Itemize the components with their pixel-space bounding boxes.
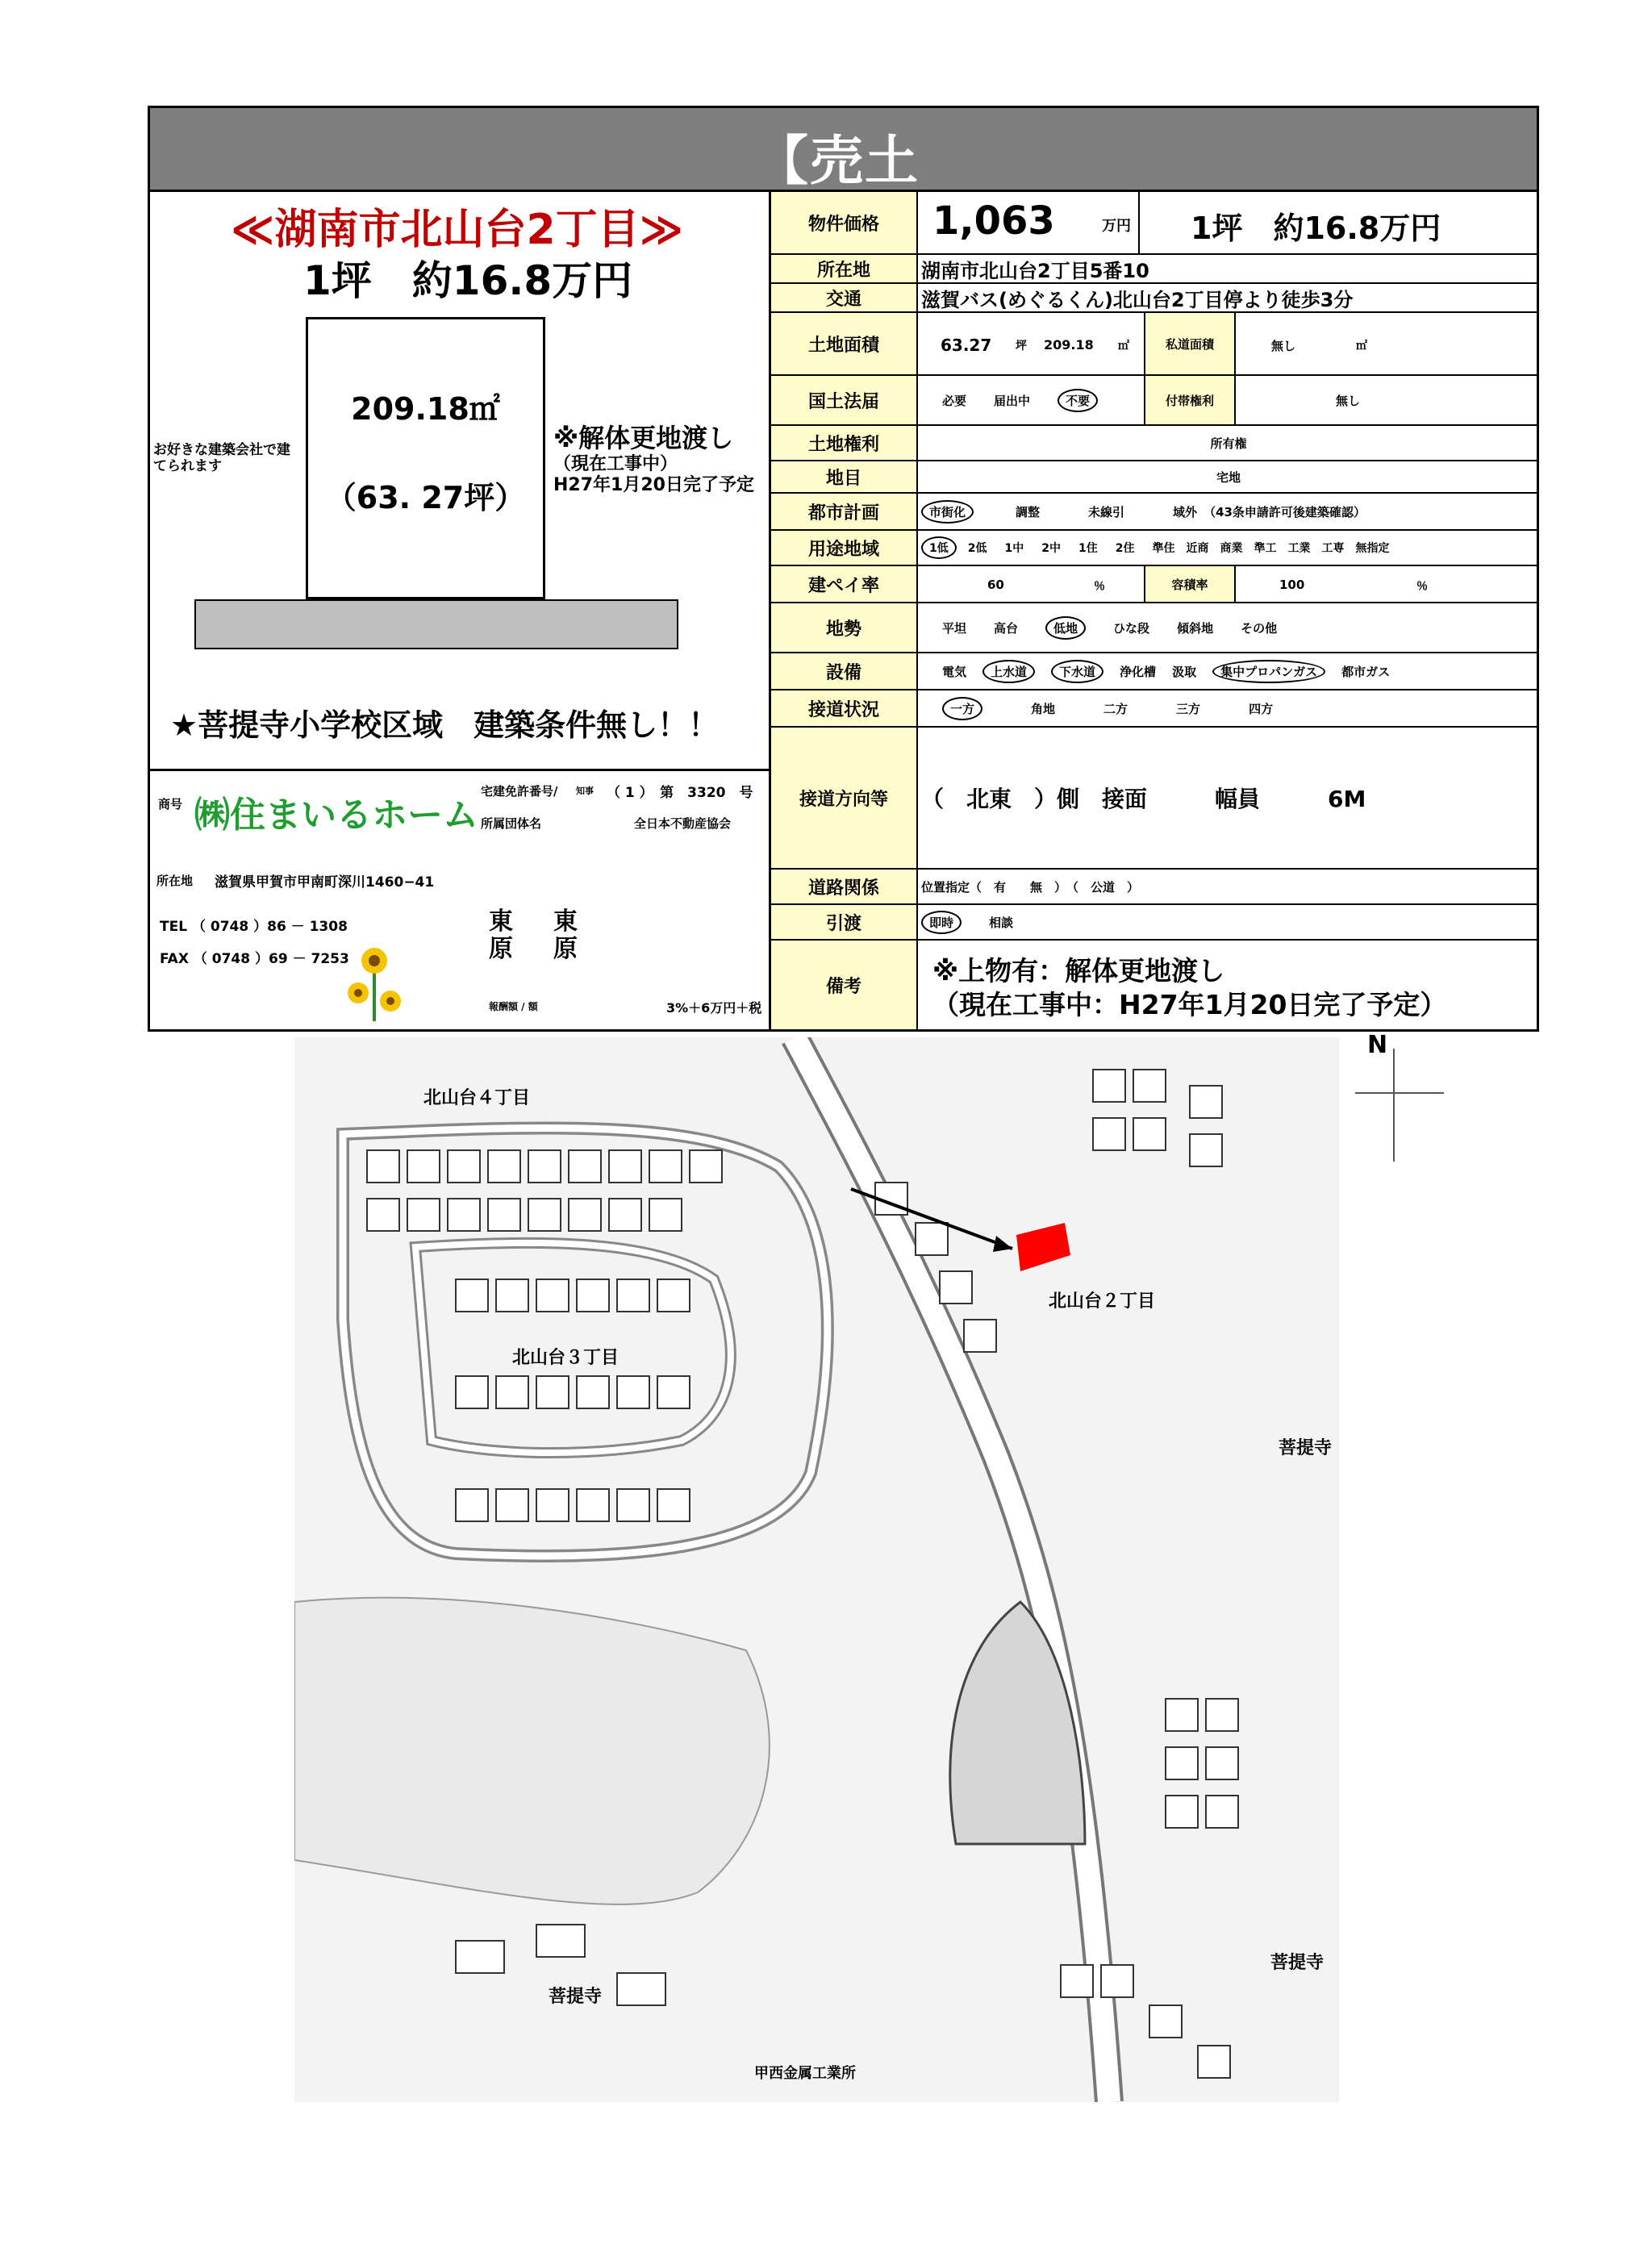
location-map: [294, 1037, 1339, 2102]
national-land-opt: 必要: [942, 393, 967, 408]
zoning-opt: 準工: [1254, 542, 1277, 555]
staff-name-1: 東原: [489, 907, 513, 963]
road-contact-label: 接道状況: [771, 690, 918, 726]
row-zoning: [771, 531, 1539, 566]
zoning-opt: 準住: [1152, 542, 1175, 555]
lot-area: 209.18㎡: [351, 391, 500, 427]
demolition-title: ※解体更地渡し: [553, 423, 734, 453]
row-location: [771, 255, 1539, 284]
location-label: 所在地: [771, 255, 918, 282]
tsubo-price: 1坪 約16.8万円: [303, 257, 633, 304]
terrain-options: [942, 603, 1536, 652]
facilities-opt: 汲取: [1172, 664, 1197, 679]
map-label-factory: 甲西金属工業所: [754, 2065, 856, 2082]
remarks-line-1: ※上物有：解体更地渡し: [932, 955, 1225, 987]
row-price: [771, 192, 1539, 255]
row-coverage: [771, 566, 1539, 603]
row-road-relation: [771, 870, 1539, 905]
transport: 滋賀バス(めぐるくん)北山台2丁目停より徒歩3分: [921, 288, 1354, 311]
delivery-opt: 相談: [989, 915, 1014, 930]
price-tsubo: 1坪 約16.8万円: [1191, 211, 1441, 246]
company-address: 滋賀県甲賀市甲南町深川1460−41: [215, 874, 435, 891]
road-contact-options: [942, 690, 1536, 726]
zoning-options: [921, 531, 1536, 565]
road-contact-opt-selected: 一方: [942, 697, 982, 720]
bcr-percent: ％: [1094, 580, 1105, 593]
banner-title: 【売土: [755, 130, 920, 192]
address-label: 所在地: [156, 874, 194, 888]
land-category: 宅地: [1216, 469, 1241, 485]
zoning-opt: 工専: [1321, 542, 1345, 555]
row-road-direction: [771, 728, 1539, 870]
map-label-kitayamadai-2: 北山台２丁目: [1049, 1291, 1156, 1312]
price-value: 1,063: [932, 198, 1055, 244]
terrain-opt: ひな段: [1113, 620, 1150, 636]
tsubo-unit: 坪: [1016, 340, 1027, 352]
road-contact-opt: 三方: [1176, 701, 1201, 716]
builder-note: お好きな建築会社で建てられます: [153, 442, 290, 474]
road-contact-opt: 四方: [1249, 701, 1274, 716]
address-title: ≪湖南市北山台2丁目≫: [231, 206, 684, 254]
city-plan-opt: 域外: [1173, 504, 1198, 519]
city-plan-label: 都市計画: [771, 494, 918, 529]
demolition-sub2: H27年1月20日完了予定: [553, 475, 754, 495]
row-terrain: [771, 603, 1539, 653]
delivery-opt-selected: 即時: [921, 911, 962, 934]
property-sheet: [148, 106, 1539, 1032]
row-city-plan: [771, 494, 1539, 531]
demolition-sub1: （現在工事中）: [553, 454, 678, 474]
staff-name-2: 東原: [553, 907, 578, 963]
land-rights-label: 土地権利: [771, 426, 918, 460]
land-category-label: 地目: [771, 461, 918, 492]
zoning-opt: 1中: [1004, 542, 1024, 555]
land-area-label: 土地面積: [771, 313, 918, 374]
road-diagram: [194, 599, 678, 649]
row-land-rights: [771, 426, 1539, 461]
bcr-label: 建ペイ率: [771, 566, 918, 602]
map-drawing: [294, 1037, 1339, 2102]
facilities-opt: 浄化槽: [1120, 664, 1157, 679]
property-table: [771, 192, 1539, 1032]
facilities-options: [942, 653, 1536, 689]
land-tsubo: 63.27: [941, 336, 992, 355]
city-plan-note: （43条申請許可後建築確認）: [1204, 504, 1366, 519]
terrain-opt-selected: 低地: [1045, 616, 1086, 640]
zoning-opt: 無指定: [1355, 542, 1390, 555]
lot-tsubo: （63. 27坪）: [325, 480, 526, 515]
company-fax: FAX （ 0748 ）69 － 7253: [160, 951, 349, 967]
road-direction: （ 北東 ）側 接面 幅員 6M: [921, 786, 1366, 812]
zoning-opt-selected: 1低: [921, 536, 957, 559]
north-label: N: [1367, 1031, 1388, 1059]
sunflower-icon: [342, 941, 407, 1021]
remarks-line-2: （現在工事中：H27年1月20日完了予定）: [932, 989, 1447, 1020]
sqm-unit: ㎡: [1118, 340, 1129, 352]
road-relation: 位置指定（ 有 無 ） （ 公道 ）: [921, 879, 1140, 895]
company-box: [150, 769, 769, 1032]
fee: 3%＋6万円＋税: [666, 1000, 762, 1016]
trade-label: 商号: [158, 797, 183, 811]
attached-rights: 無し: [1336, 394, 1361, 408]
national-land-opt: 届出中: [994, 393, 1031, 408]
terrain-opt: その他: [1241, 620, 1278, 636]
national-land-opt-selected: 不要: [1058, 389, 1098, 412]
fee-label: 報酬額 / 額: [489, 1001, 538, 1012]
remarks-label: 備考: [771, 941, 918, 1029]
city-plan-options: [921, 494, 1536, 529]
national-land-options: [942, 376, 1136, 424]
far-percent: ％: [1416, 580, 1428, 593]
map-label-bodaiji-2: 菩提寺: [1270, 1953, 1325, 1973]
private-road-unit: ㎡: [1356, 340, 1367, 352]
private-road: 無し: [1271, 339, 1296, 353]
private-road-label: 私道面積: [1144, 313, 1236, 374]
zoning-opt: 2低: [967, 542, 987, 555]
road-contact-opt: 二方: [1103, 701, 1128, 716]
row-national-land: [771, 376, 1539, 426]
school-district: ★菩提寺小学校区域 建築条件無し！！: [170, 707, 720, 743]
zoning-opt: 商業: [1220, 542, 1243, 555]
price-divider: [1138, 192, 1140, 255]
facilities-opt: 都市ガス: [1341, 664, 1391, 679]
price-label: 物件価格: [771, 192, 918, 253]
license-number: （ 1 ） 第 3320 号: [607, 785, 753, 801]
zoning-opt: 2中: [1041, 542, 1061, 555]
zoning-opt: 工業: [1287, 542, 1311, 555]
zoning-opt: 2住: [1115, 542, 1135, 555]
facilities-opt-selected: 上水道: [982, 660, 1035, 683]
association-label: 所属団体名: [481, 816, 542, 831]
delivery-options: [921, 905, 1536, 939]
land-sqm: 209.18: [1044, 337, 1094, 352]
zoning-label: 用途地域: [771, 531, 918, 565]
facilities-opt: 電気: [942, 664, 967, 679]
terrain-opt: 平坦: [942, 620, 967, 636]
zoning-opt: 近商: [1186, 542, 1209, 555]
map-label-kitayamadai-4: 北山台４丁目: [423, 1088, 531, 1108]
company-tel: TEL （ 0748 ）86 － 1308: [160, 919, 348, 935]
terrain-opt: 傾斜地: [1177, 620, 1214, 636]
map-label-bodaiji-3: 菩提寺: [549, 1987, 603, 2007]
row-land-category: [771, 461, 1539, 494]
association: 全日本不動産協会: [634, 816, 732, 831]
zoning-opt: 1住: [1078, 542, 1098, 555]
company-name: ㈱住まいるホーム: [194, 795, 478, 836]
row-facilities: [771, 653, 1539, 690]
road-contact-opt: 角地: [1031, 701, 1056, 716]
north-arrow-icon: [1355, 1049, 1444, 1162]
road-relation-label: 道路関係: [771, 870, 918, 903]
city-plan-opt: 調整: [1016, 504, 1041, 519]
map-label-bodaiji-1: 菩提寺: [1279, 1438, 1333, 1458]
row-remarks: [771, 941, 1539, 1029]
road-direction-label: 接道方向等: [771, 728, 918, 868]
bcr-value: 60: [987, 578, 1004, 592]
row-land-area: [771, 313, 1539, 376]
map-label-kitayamadai-3: 北山台３丁目: [512, 1348, 620, 1368]
row-delivery: [771, 905, 1539, 941]
far-value: 100: [1279, 578, 1305, 592]
row-transport: [771, 284, 1539, 313]
far-label: 容積率: [1144, 566, 1236, 602]
location: 湖南市北山台2丁目5番10: [921, 259, 1149, 282]
price-unit: 万円: [1102, 218, 1131, 235]
lot-diagram: [306, 317, 545, 599]
facilities-opt-selected: 下水道: [1051, 660, 1103, 683]
license-authority: 知事: [576, 786, 594, 796]
transport-label: 交通: [771, 284, 918, 311]
city-plan-opt: 未線引: [1088, 504, 1125, 519]
banner: [150, 108, 1537, 192]
city-plan-opt-selected: 市街化: [921, 500, 974, 524]
land-rights: 所有権: [1210, 436, 1247, 451]
license-label: 宅建免許番号/: [481, 784, 558, 799]
terrain-opt: 高台: [994, 620, 1019, 636]
national-land-label: 国土法届: [771, 376, 918, 424]
terrain-label: 地勢: [771, 603, 918, 652]
facilities-opt-selected: 集中プロパンガス: [1212, 660, 1325, 683]
delivery-label: 引渡: [771, 905, 918, 939]
lot-overview: [150, 192, 771, 1032]
row-road-contact: [771, 690, 1539, 728]
facilities-label: 設備: [771, 653, 918, 689]
attached-rights-label: 付帯権利: [1144, 376, 1236, 424]
